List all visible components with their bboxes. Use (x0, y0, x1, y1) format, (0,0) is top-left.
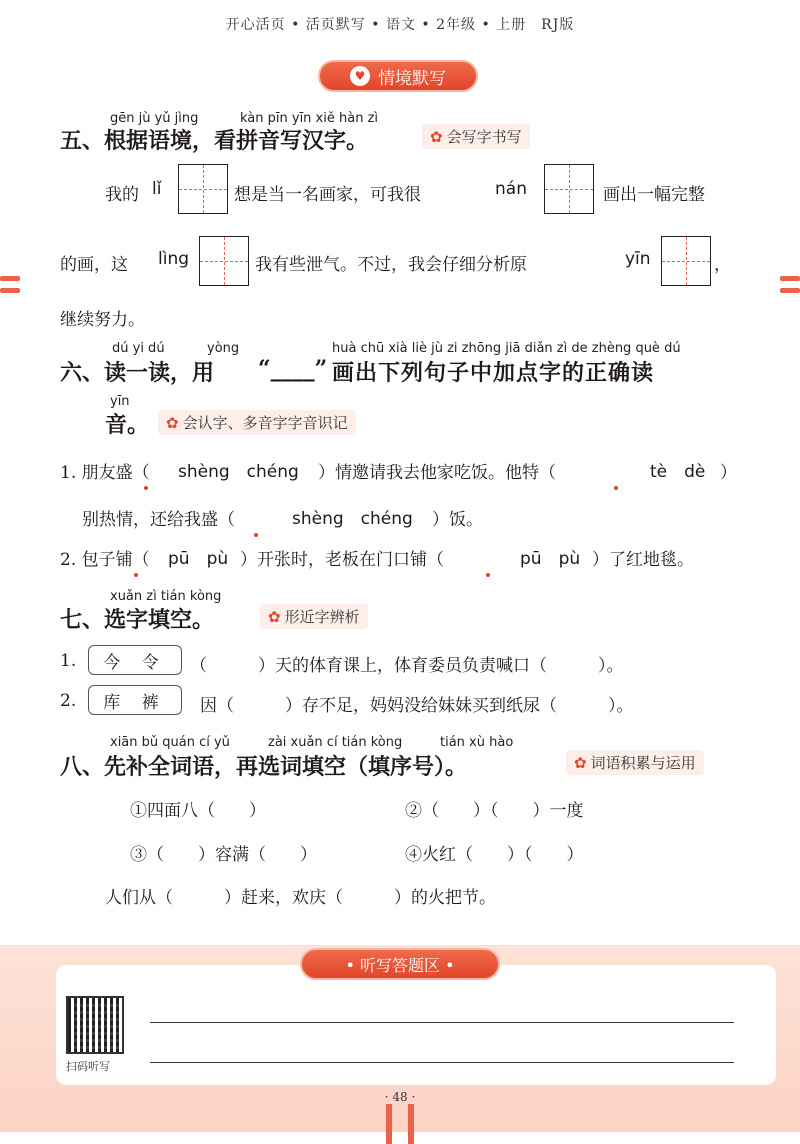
q5-line2-c: ， (714, 255, 731, 275)
answer-box-li[interactable] (178, 164, 228, 214)
q6-s1e: ）饭。 (432, 510, 483, 530)
listening-answer-card (56, 965, 776, 1085)
q7-options-2: 库 裤 (88, 685, 182, 715)
q5-line1-pinyin2: nán (495, 179, 527, 199)
emphasis-dot (144, 486, 148, 490)
q5-line3: 继续努力。 (60, 310, 145, 330)
q8-word-1: ①四面八（ ） (130, 801, 266, 821)
q6-s1a: 1. 朋友盛（ (60, 463, 150, 483)
binding-mark (408, 1104, 414, 1144)
page-number: · 48 · (384, 1090, 416, 1104)
q6-s2b: ）开张时，老板在门口铺（ (240, 550, 444, 570)
q6-title-c: 音。 (105, 412, 150, 438)
q5-line2-a: 的画，这 (60, 255, 128, 275)
q5-pinyin-2: kàn pīn yīn xiě hàn zì (240, 111, 378, 126)
answer-box-nan[interactable] (544, 164, 594, 214)
q6-s1-choice3[interactable]: shèng chéng (292, 509, 413, 529)
page-header: 开心活页 • 活页默写 • 语文 • 2年级 • 上册 RJ版 (225, 17, 575, 33)
q5-line1-pinyin1: lǐ (152, 179, 162, 199)
q6-pinyin-2: yòng (207, 341, 240, 356)
q7-num1: 1. (60, 651, 77, 671)
emphasis-dot (614, 486, 618, 490)
emphasis-dot (134, 573, 138, 577)
side-mark-left-2 (0, 288, 20, 293)
emphasis-dot (486, 573, 490, 577)
q5-line2-pinyin1: lìng (158, 249, 190, 269)
answer-line-2[interactable] (150, 1062, 734, 1063)
q8-word-3: ③（ ）容满（ ） (130, 845, 317, 865)
q6-s2-choice1[interactable]: pū pù (168, 549, 229, 569)
heart-icon: ♥ (350, 66, 370, 86)
q6-s2-choice2[interactable]: pū pù (520, 549, 581, 569)
qr-code-icon[interactable] (66, 996, 124, 1054)
section-banner-label: 情境默写 (378, 68, 446, 89)
q8-pinyin-2: zài xuǎn cí tián kòng (268, 735, 403, 750)
q8-tag: ✿ 词语积累与运用 (566, 750, 704, 775)
listening-banner: • 听写答题区 • (300, 948, 500, 980)
q6-s1-choice2[interactable]: tè dè (650, 462, 706, 482)
q7-sentence-2: 因（ ）存不足，妈妈没给妹妹买到纸尿（ ）。 (200, 696, 634, 716)
q6-s2a: 2. 包子铺（ (60, 550, 150, 570)
q5-line2-pinyin2: yīn (625, 249, 651, 269)
q7-sentence-1: （ ）天的体育课上，体育委员负责喊口（ ）。 (190, 656, 624, 676)
q7-title: 七、选字填空。 (60, 607, 215, 633)
flower-icon: ✿ (574, 754, 587, 772)
q8-word-2: ②（ ）（ ）一度 (405, 801, 584, 821)
q5-line1-b: 想是当一名画家，可我很 (234, 185, 421, 205)
answer-line-1[interactable] (150, 1022, 734, 1023)
answer-box-yin[interactable] (661, 236, 711, 286)
q6-tag: ✿ 会认字、多音字字音识记 (158, 410, 356, 435)
q5-title: 五、根据语境，看拼音写汉字。 (60, 128, 369, 154)
q6-pinyin-yin: yīn (110, 394, 130, 409)
emphasis-dot (254, 533, 258, 537)
q6-pinyin-3: huà chū xià liè jù zi zhōng jiā diǎn zì de zhèng què dú (332, 341, 681, 356)
flower-icon: ✿ (166, 414, 179, 432)
q6-s2c: ）了红地毯。 (592, 550, 694, 570)
q5-line2-b: 我有些泄气。不过，我会仔细分析原 (255, 255, 527, 275)
qr-label: 扫码听写 (66, 1060, 110, 1073)
q8-word-4: ④火红（ ）（ ） (405, 845, 584, 865)
q8-pinyin-3: tián xù hào (440, 735, 514, 750)
q7-pinyin: xuǎn zì tián kòng (110, 589, 222, 604)
q8-title: 八、先补全词语，再选词填空（填序号）。 (60, 754, 468, 780)
q6-pinyin-1: dú yi dú (112, 341, 165, 356)
flower-icon: ✿ (268, 608, 281, 626)
q5-line1-a: 我的 (105, 185, 139, 205)
side-mark-left (0, 276, 20, 281)
q5-line1-c: 画出一幅完整 (603, 185, 705, 205)
q6-s1-choice1[interactable]: shèng chéng (178, 462, 299, 482)
q6-title-blank: “____” (258, 356, 328, 382)
q6-s1b: ）情邀请我去他家吃饭。他特（ (318, 463, 556, 483)
q5-pinyin-1: gēn jù yǔ jìng (110, 111, 199, 126)
section-banner (318, 60, 478, 92)
q8-pinyin-1: xiān bǔ quán cí yǔ (110, 735, 230, 750)
q7-tag: ✿ 形近字辨析 (260, 604, 368, 629)
side-mark-right (780, 276, 800, 281)
q6-title-a: 六、读一读，用 (60, 360, 215, 386)
side-mark-right-2 (780, 288, 800, 293)
binding-mark (386, 1104, 392, 1144)
q7-num2: 2. (60, 691, 77, 711)
q8-sentence: 人们从（ ）赶来，欢庆（ ）的火把节。 (105, 888, 496, 908)
q5-tag: ✿ 会写字书写 (422, 124, 530, 149)
q6-s1c: ） (720, 463, 737, 483)
answer-box-ling[interactable] (199, 236, 249, 286)
q6-s1d: 别热情，还给我盛（ (82, 510, 235, 530)
q6-title-b: 画出下列句子中加点字的正确读 (332, 360, 655, 386)
q7-options-1: 今 令 (88, 645, 182, 675)
flower-icon: ✿ (430, 128, 443, 146)
